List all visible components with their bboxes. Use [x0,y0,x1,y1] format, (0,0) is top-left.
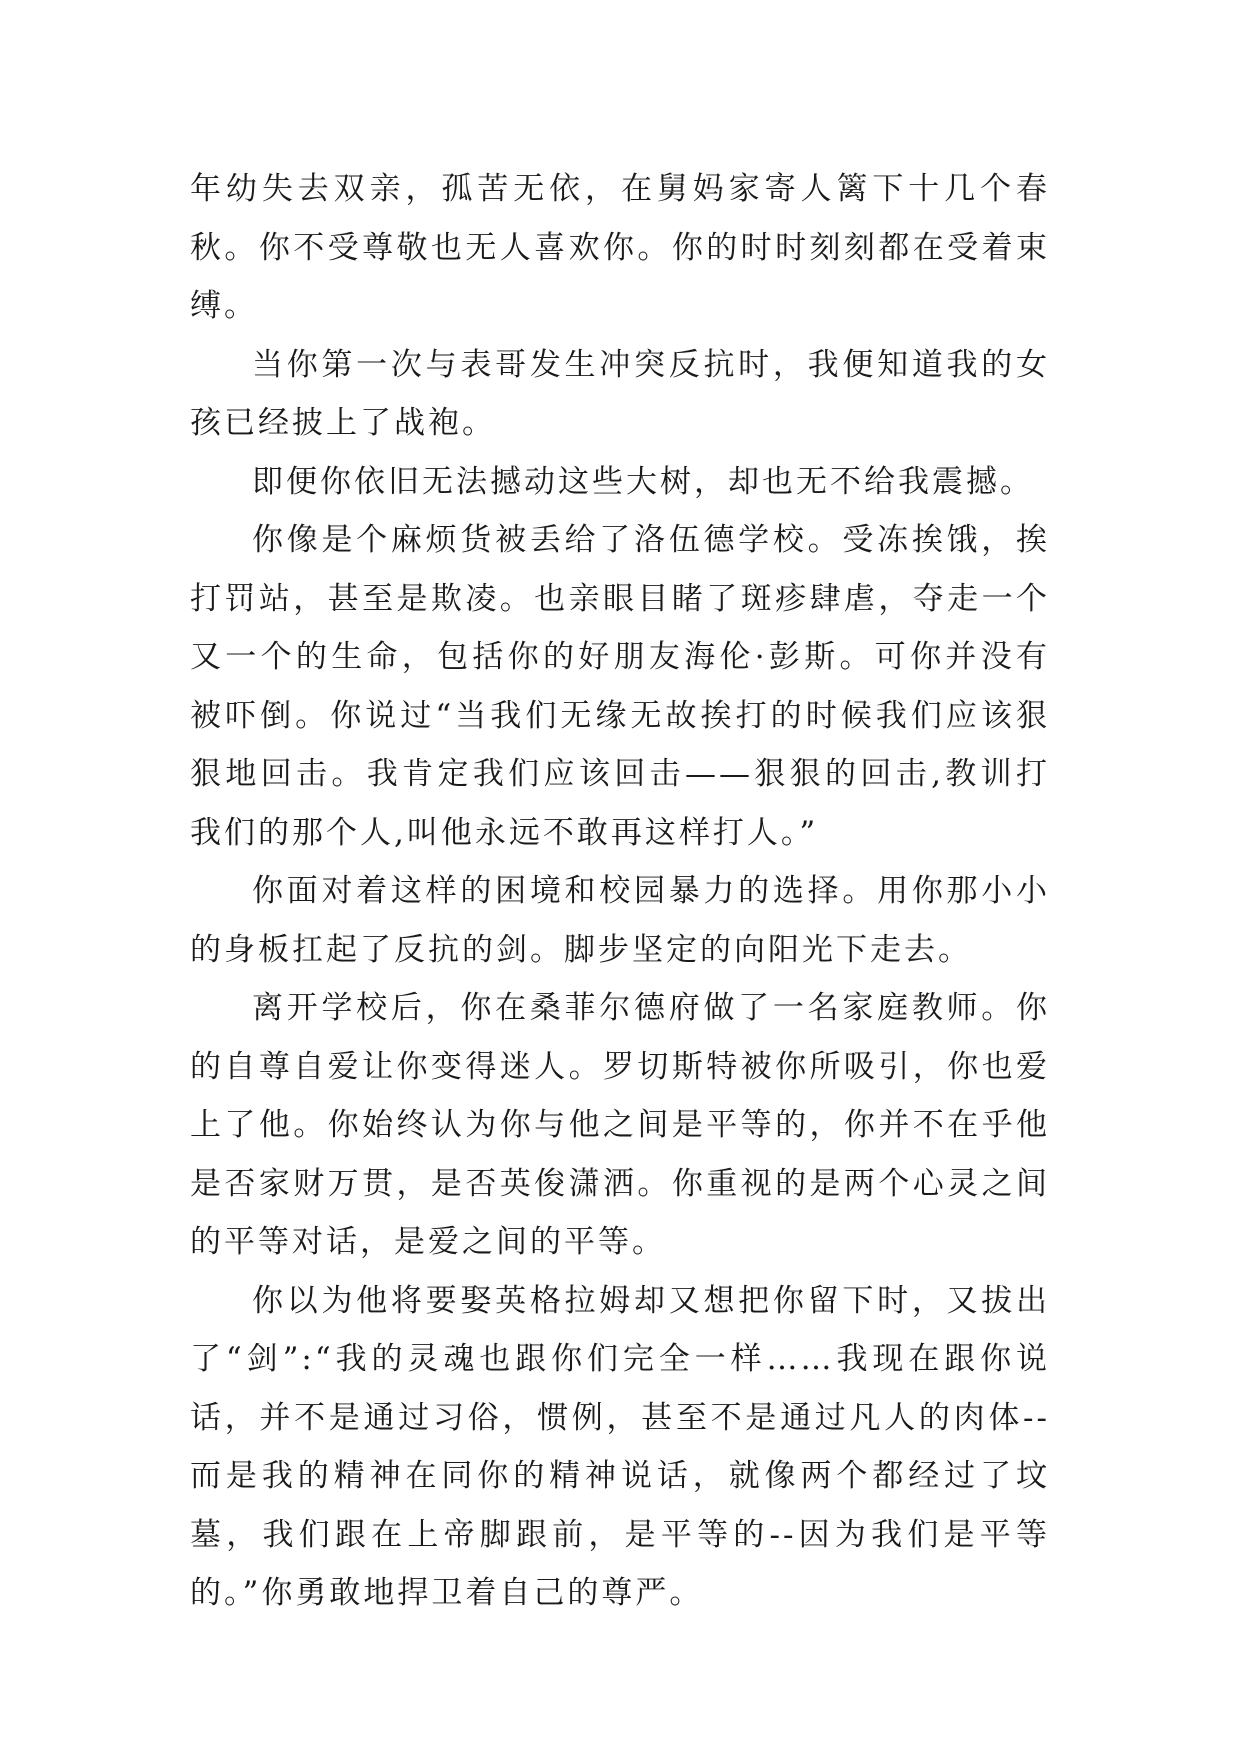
paragraph-5: 你面对着这样的困境和校园暴力的选择。用你那小小的身板扛起了反抗的剑。脚步坚定的向阳光下走去。 [190,873,1050,968]
paragraph-2: 当你第一次与表哥发生冲突反抗时，我便知道我的女孩已经披上了战袍。 [190,346,1050,441]
paragraph-3: 即便你依旧无法撼动这些大树，却也无不给我震撼。 [252,463,1034,500]
paragraph-7: 你以为他将要娶英格拉姆却又想把你留下时，又拔出了“剑”:“我的灵魂也跟你们完全一样……我现在跟你说话，并不是通过习俗，惯例，甚至不是通过凡人的肉体--而是我的精神在同你的精神说话，就像两个都经过了坟墓，我们跟在上帝脚跟前，是平等的--因为我们是平等的。”你勇敢地捍卫着自己的尊严。 [190,1282,1050,1611]
paragraph-1: 年幼失去双亲，孤苦无依，在舅妈家寄人篱下十几个春秋。你不受尊敬也无人喜欢你。你的时时刻刻都在受着束缚。 [190,171,1050,324]
essay-body [190,160,1050,1623]
paragraph-6: 离开学校后，你在桑菲尔德府做了一名家庭教师。你的自尊自爱让你变得迷人。罗切斯特被你所吸引，你也爱上了他。你始终认为你与他之间是平等的，你并不在乎他是否家财万贯，是否英俊潇洒。你重视的是两个心灵之间的平等对话，是爱之间的平等。 [190,990,1050,1260]
paragraph-4: 你像是个麻烦货被丢给了洛伍德学校。受冻挨饿，挨打罚站，甚至是欺凌。也亲眼目睹了斑疹肆虐，夺走一个又一个的生命，包括你的好朋友海伦·彭斯。可你并没有被吓倒。你说过“当我们无缘无故挨打的时候我们应该狠狠地回击。我肯定我们应该回击——狠狠的回击,教训打我们的那个人,叫他永远不敢再这样打人。” [190,522,1050,851]
